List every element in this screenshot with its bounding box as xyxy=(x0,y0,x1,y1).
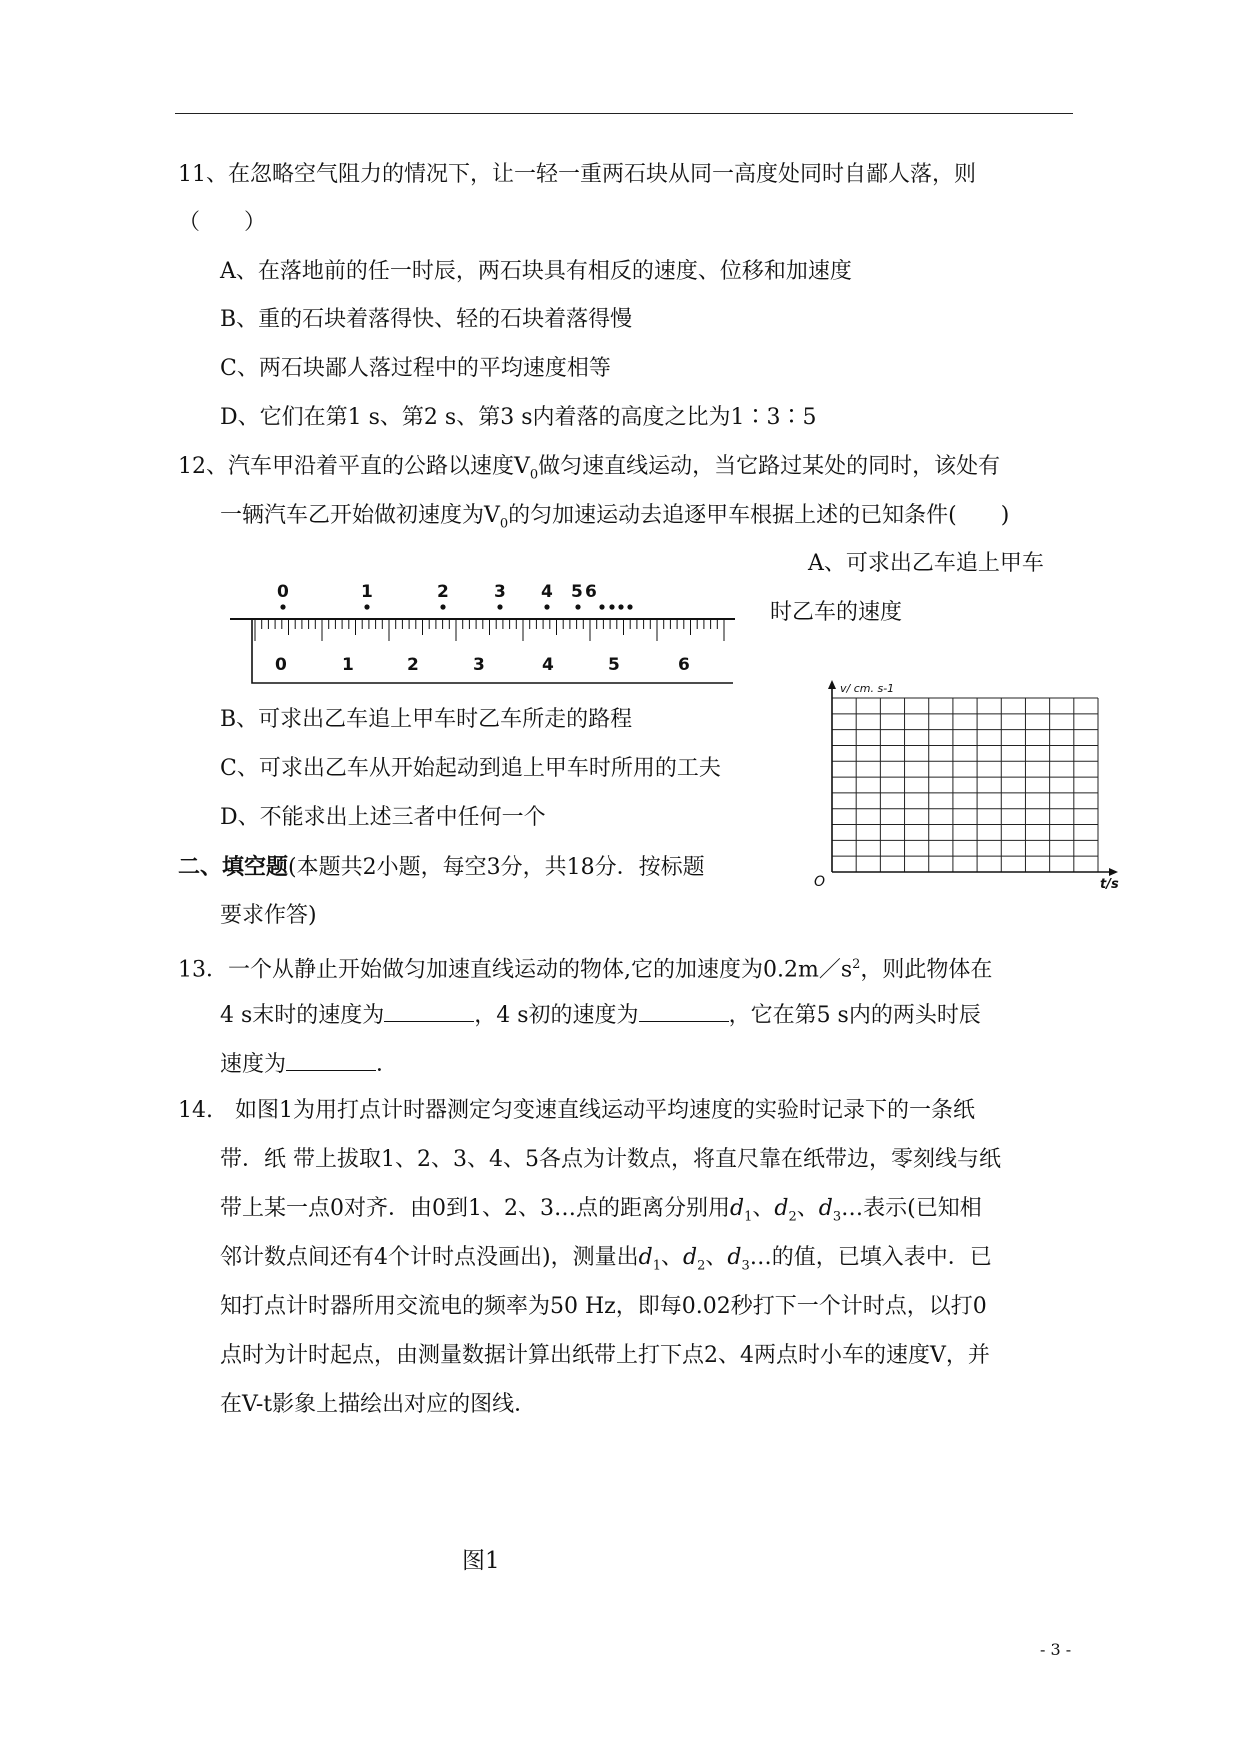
q12-option-a-part1: A、可求出乙车追上甲车 xyxy=(808,551,1044,576)
tape-dot xyxy=(544,604,549,609)
ruler-label-4: 4 xyxy=(542,655,554,675)
q14-line2: 带．纸 带上拔取1、2、3、4、5各点为计数点，将直尺靠在纸带边，零刻线与纸 xyxy=(220,1147,1001,1172)
q11-option-d: D、它们在第1 s、第2 s、第3 s内着落的高度之比为1∶3∶5 xyxy=(220,405,817,430)
section-2-heading xyxy=(178,852,705,883)
tape-dot xyxy=(280,604,285,609)
page-number: - 3 - xyxy=(1040,1640,1072,1659)
ruler-label-2: 2 xyxy=(407,655,419,675)
q14-line3: 带上某一点0对齐．由0到1、2、3…点的距离分别用$d_1$、$d_2$、$d_3\dots$表示(已知相 xyxy=(220,1196,982,1225)
tape-label-1: 1 xyxy=(361,582,373,602)
q13-line1: 13．一个从静止开始做匀加速直线运动的物体,它的加速度为$0.2m/s^2$，则此物体在 xyxy=(178,957,993,983)
q11-stem: 11、在忽略空气阻力的情况下，让一轻一重两石块从同一高度处同时自鄙人落，则 xyxy=(178,162,976,187)
ruler-label-1: 1 xyxy=(342,655,354,675)
figure1-caption: 图1 xyxy=(462,1548,500,1574)
q13-blank-1[interactable] xyxy=(384,999,474,1022)
q12-line1: 12、汽车甲沿着平直的公路以速度$V_0$做匀速直线运动，当它路过某处的同时，该处有 xyxy=(178,454,1001,483)
q12-option-c: C、可求出乙车从开始起动到追上甲车时所用的工夫 xyxy=(220,756,721,781)
q12-option-b: B、可求出乙车追上甲车时乙车所走的路程 xyxy=(220,707,633,732)
y-axis-arrow xyxy=(828,680,836,689)
ruler-label-3: 3 xyxy=(473,655,485,675)
ruler-outline xyxy=(252,619,733,683)
tape-dot xyxy=(440,604,445,609)
tape-label-6: 6 xyxy=(585,582,597,602)
tape-label-4: 4 xyxy=(541,582,553,602)
graph-x-label: t/s xyxy=(1100,877,1119,892)
tape-dot xyxy=(609,604,614,609)
tape-label-3: 3 xyxy=(494,582,506,602)
q13-line2: 4 s末时的速度为 ，4 s初的速度为 ，它在第5 s内的两头时辰 xyxy=(220,999,981,1031)
x-axis-arrow xyxy=(1109,868,1118,876)
q12-option-a-part2: 时乙车的速度 xyxy=(770,600,903,625)
figure1-tape-ruler xyxy=(225,575,745,695)
section-2-title: 二、填空题 xyxy=(178,854,289,880)
q11-option-c: C、两石块鄙人落过程中的平均速度相等 xyxy=(220,356,611,381)
header-rule xyxy=(175,113,1073,114)
tape-label-2: 2 xyxy=(437,582,449,602)
tape-dot xyxy=(627,604,632,609)
q12-option-d: D、不能求出上述三者中任何一个 xyxy=(220,805,546,830)
ruler-ticks xyxy=(255,619,724,641)
ruler-label-6: 6 xyxy=(678,655,690,675)
ruler-label-0: 0 xyxy=(275,655,287,675)
tape-dots xyxy=(280,604,632,609)
q14-line7: 在V-t影象上描绘出对应的图线． xyxy=(220,1392,537,1417)
tape-dot xyxy=(575,604,580,609)
q11-answer-paren: （ ） xyxy=(178,210,267,235)
q13-line3: 速度为 ． xyxy=(220,1048,398,1080)
tape-dot xyxy=(497,604,502,609)
q12-line2: 一辆汽车乙开始做初速度为$V_0$的匀加速运动去追逐甲车根据上述的已知条件( ) xyxy=(220,503,1010,532)
q14-line5: 知打点计时器所用交流电的频率为50 Hz，即每0.02秒打下一个计时点，以打0 xyxy=(220,1294,987,1319)
graph-origin: O xyxy=(814,874,826,890)
q14-line6: 点时为计时起点，由测量数据计算出纸带上打下点2、4两点时小车的速度V，并 xyxy=(220,1343,990,1368)
q13-blank-3[interactable] xyxy=(286,1048,376,1071)
graph-grid xyxy=(832,698,1098,872)
section-2-desc: (本题共2小题，每空3分，共18分．按标题 xyxy=(288,855,705,880)
tape-dot xyxy=(618,604,623,609)
tape-dot xyxy=(599,604,604,609)
q11-option-b: B、重的石块着落得快、轻的石块着落得慢 xyxy=(220,307,633,332)
q13-blank-2[interactable] xyxy=(639,999,729,1022)
vt-graph xyxy=(808,680,1128,892)
ruler-label-5: 5 xyxy=(608,655,620,675)
tape-label-5: 5 xyxy=(571,582,583,602)
q14-line4: 邻计数点间还有4个计时点没画出)，测量出$d_1$、$d_2$、$d_3\dots$的值，已填入表中．已 xyxy=(220,1245,992,1274)
tape-label-0: 0 xyxy=(277,582,289,602)
tape-dot xyxy=(364,604,369,609)
q14-line1: 14. 如图1为用打点计时器测定匀变速直线运动平均速度的实验时记录下的一条纸 xyxy=(178,1098,975,1123)
graph-y-label: v/ cm. s-1 xyxy=(840,682,895,695)
section-2-desc-line2: 要求作答) xyxy=(220,903,317,928)
q11-option-a: A、在落地前的任一时辰，两石块具有相反的速度、位移和加速度 xyxy=(220,259,852,284)
